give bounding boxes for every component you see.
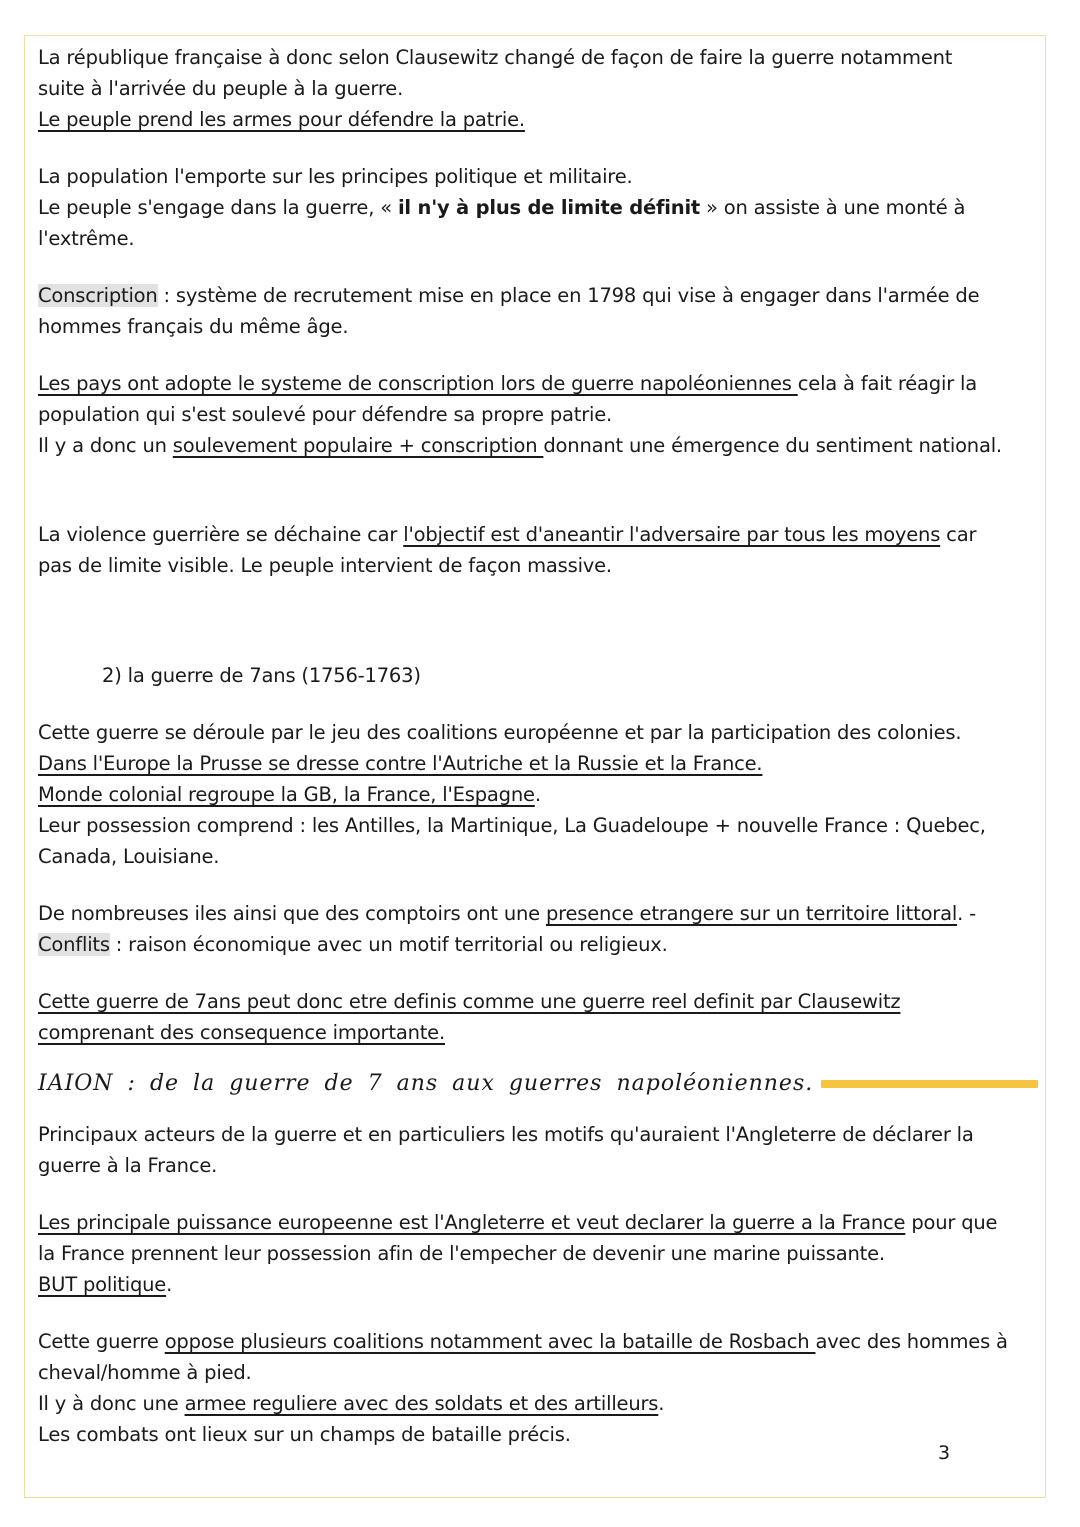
text-line: [38, 280, 1038, 311]
text-span: pour que: [905, 1211, 998, 1234]
text-span: cela à fait réagir la: [797, 372, 977, 395]
text-line: [38, 929, 1038, 960]
text-span: Il y a donc un: [38, 434, 173, 457]
text-line: [38, 1269, 1038, 1300]
text-line: l'extrême.: [38, 227, 135, 250]
text-line: Les combats ont lieux sur un champs de bataille précis.: [38, 1423, 571, 1446]
text-span: Il y à donc une: [38, 1392, 185, 1415]
text-line: cheval/homme à pied.: [38, 1361, 252, 1384]
text-line: pas de limite visible. Le peuple intervient de façon massive.: [38, 554, 612, 577]
underlined-text: Les principale puissance europeenne est l'Angleterre et veut declarer la guerre a la France: [38, 1211, 906, 1234]
text-line: [38, 779, 1038, 810]
text-line: [38, 1388, 1038, 1419]
text-line: la France prennent leur possession afin de l'empecher de devenir une marine puissante.: [38, 1242, 885, 1265]
text-span: : raison économique avec un motif territorial ou religieux.: [109, 933, 668, 956]
text-span: De nombreuses iles ainsi que des comptoirs ont une: [38, 902, 546, 925]
section-title: 2) la guerre de 7ans (1756-1763): [102, 664, 421, 687]
highlighted-term: Conscription: [38, 284, 158, 307]
underlined-text: l'objectif est d'aneantir l'adversaire par tous les moyens: [403, 523, 941, 546]
text-line: hommes français du même âge.: [38, 315, 349, 338]
text-line: [38, 1207, 1038, 1238]
text-line: guerre à la France.: [38, 1154, 218, 1177]
text-span: . -: [957, 902, 976, 925]
text-span: » on assiste à une monté à: [700, 196, 966, 219]
underlined-text: Les pays ont adopte le systeme de conscription lors de guerre napoléoniennes: [38, 372, 798, 395]
text-line: [38, 1326, 1038, 1357]
section-heading: [38, 1068, 1038, 1099]
text-line: Leur possession comprend : les Antilles, la Martinique, La Guadeloupe + nouvelle France : Quebec,: [38, 814, 986, 837]
text-line: Cette guerre se déroule par le jeu des coalitions européenne et par la participation des colonies.: [38, 721, 962, 744]
underlined-text: BUT politique: [38, 1273, 167, 1296]
text-line: [38, 192, 1038, 223]
text-line: [38, 430, 1038, 461]
page-content: [38, 42, 1038, 1450]
heading-accent-bar: [821, 1080, 1038, 1088]
text-line: Canada, Louisiane.: [38, 845, 220, 868]
page-number: 3: [938, 1442, 951, 1464]
text-line: [38, 748, 1038, 779]
text-span: : système de recrutement mise en place en 1798 qui vise à engager dans l'armée de: [157, 284, 980, 307]
text-span: .: [534, 783, 541, 806]
highlighted-term: Conflits: [38, 933, 110, 956]
text-line: [38, 1017, 1038, 1048]
text-line: [38, 898, 1038, 929]
bold-text: il n'y à plus de limite définit: [397, 196, 701, 219]
text-span: .: [166, 1273, 173, 1296]
underlined-text: Dans l'Europe la Prusse se dresse contre l'Autriche et la Russie et la France.: [38, 752, 763, 775]
text-line: Principaux acteurs de la guerre et en particuliers les motifs qu'auraient l'Angleterre de déclarer la: [38, 1123, 974, 1146]
text-line: population qui s'est soulevé pour défendre sa propre patrie.: [38, 403, 613, 426]
underlined-text: Cette guerre de 7ans peut donc etre definis comme une guerre reel definit par Clausewitz: [38, 990, 901, 1013]
text-span: .: [658, 1392, 665, 1415]
text-line: [38, 519, 1038, 550]
heading-text: IAION : de la guerre de 7 ans aux guerres napoléoniennes.: [38, 1071, 814, 1096]
text-span: car: [940, 523, 977, 546]
underlined-text: presence etrangere sur un territoire littoral: [545, 902, 958, 925]
text-span: La violence guerrière se déchaine car: [38, 523, 404, 546]
text-span: Cette guerre: [38, 1330, 165, 1353]
underlined-text: Monde colonial regroupe la GB, la France, l'Espagne: [38, 783, 535, 806]
text-line: suite à l'arrivée du peuple à la guerre.: [38, 77, 404, 100]
underlined-text: soulevement populaire + conscription: [172, 434, 544, 457]
text-span: Le peuple s'engage dans la guerre, «: [38, 196, 398, 219]
text-line: La population l'emporte sur les principes politique et militaire.: [38, 165, 633, 188]
underlined-text: armee reguliere avec des soldats et des artilleurs: [184, 1392, 659, 1415]
text-line: [38, 104, 1038, 135]
underlined-text: Le peuple prend les armes pour défendre la patrie.: [38, 108, 525, 131]
text-line: La république française à donc selon Clausewitz changé de façon de faire la guerre notamment: [38, 46, 953, 69]
underlined-text: oppose plusieurs coalitions notamment avec la bataille de Rosbach: [164, 1330, 816, 1353]
underlined-text: comprenant des consequence importante.: [38, 1021, 445, 1044]
text-line: [38, 368, 1038, 399]
text-span: avec des hommes à: [815, 1330, 1008, 1353]
text-span: donnant une émergence du sentiment national.: [543, 434, 1002, 457]
text-line: [38, 986, 1038, 1017]
